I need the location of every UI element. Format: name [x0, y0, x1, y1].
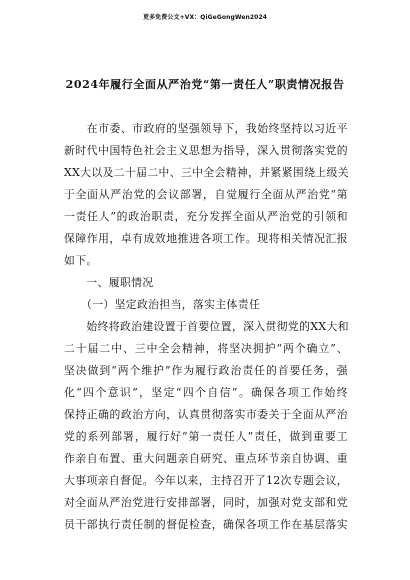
paragraph-line: 始终将政治建设置于首要位置，深入贯彻党的XX大和	[64, 320, 349, 333]
paragraph-line: 保障作用，卓有成效地推进各项工作。现将相关情况汇报	[64, 232, 348, 245]
paragraph-line: 在市委、市政府的坚强领导下，我始终坚持以习近平	[64, 122, 348, 135]
paragraph-line: 新时代中国特色社会主义思想为指导，深入贯彻落实党的	[64, 144, 348, 157]
paragraph-line: 作亲自布置、重大问题亲自研究、重点环节亲自协调、重	[64, 452, 348, 465]
paragraph-line: 如下。	[64, 254, 98, 267]
paragraph-line: XX大以及二十届二中、三中全会精神，并紧紧围绕上级关	[64, 166, 349, 179]
document-title: 2024年履行全面从严治党“第一责任人”职责情况报告	[65, 78, 345, 91]
header-note: 更多免费公文+VX：QiGeGongWen2024	[142, 14, 267, 21]
paragraph-line: 大事项亲自督促。今年以来，主持召开了12次专题会议，	[64, 474, 348, 487]
subsection-heading: （一）坚定政治担当，落实主体责任	[64, 298, 261, 311]
paragraph-line: 二十届二中、三中全会精神，将坚决拥护“两个确立”、	[64, 342, 348, 355]
paragraph-line: 于全面从严治党的会议部署，自觉履行全面从严治党“第	[64, 188, 348, 201]
section-heading: 一、履职情况	[64, 276, 154, 289]
paragraph-line: 对全面从严治党进行安排部署，同时，加强对党支部和党	[64, 496, 348, 509]
paragraph-line: 化“四个意识”，坚定“四个自信”。确保各项工作始终	[64, 386, 348, 399]
paragraph-line: 党的系列部署，履行好“第一责任人”责任，做到重要工	[64, 430, 348, 443]
paragraph-line: 一责任人”的政治职责，充分发挥全面从严治党的引领和	[64, 210, 348, 223]
paragraph-line: 员干部执行责任制的督促检查，确保各项工作在基层落实	[64, 518, 348, 531]
paragraph-line: 保持正确的政治方向，认真贯彻落实市委关于全面从严治	[64, 408, 348, 421]
paragraph-line: 坚决做到“两个维护”作为履行政治责任的首要任务，强	[64, 364, 348, 377]
